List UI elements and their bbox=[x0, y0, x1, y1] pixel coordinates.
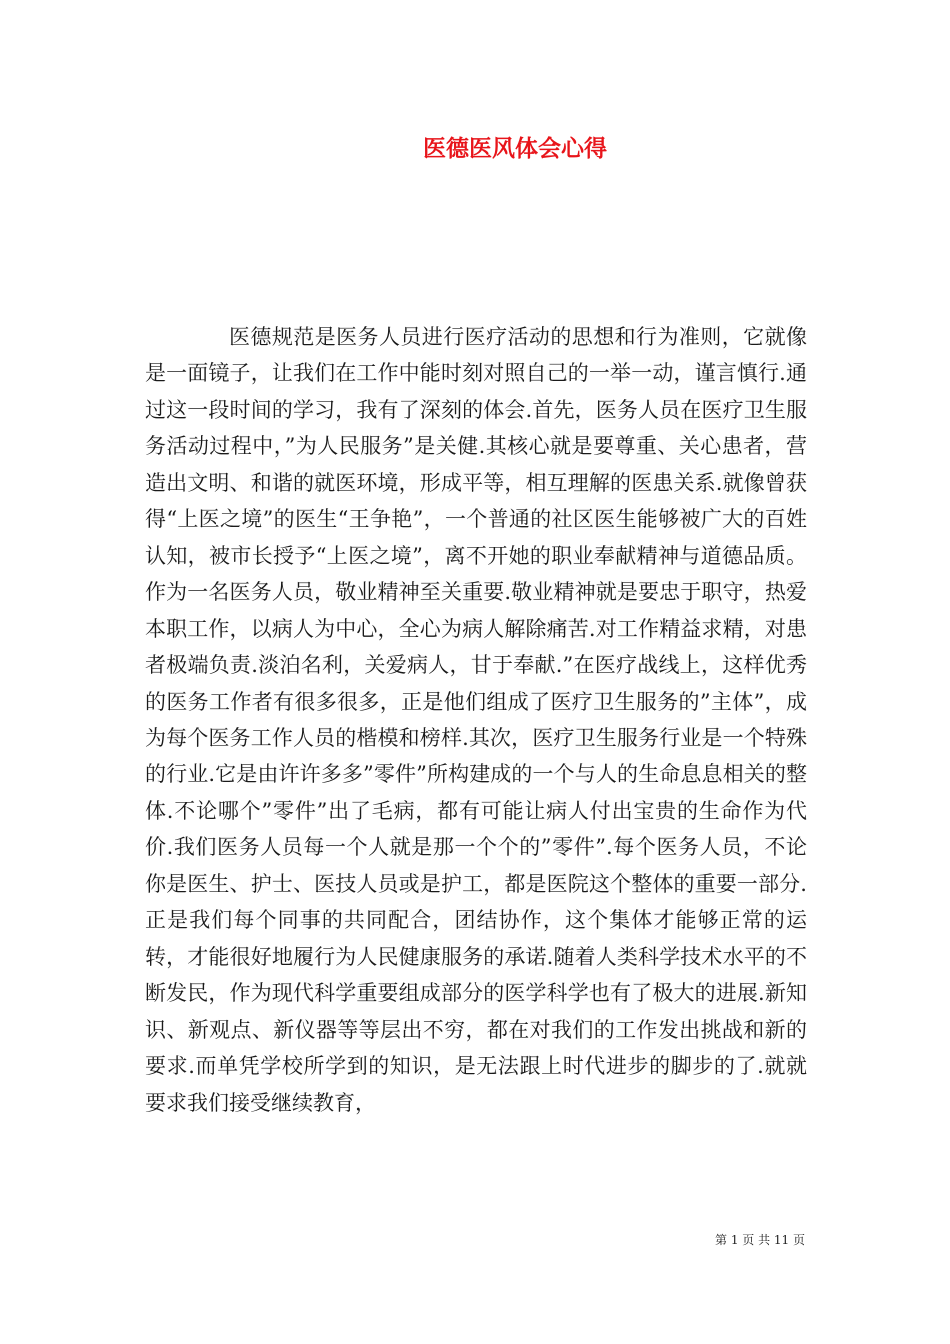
page-number-footer: 第 1 页 共 11 页 bbox=[715, 1233, 805, 1247]
page-title: 医德医风体会心得 bbox=[423, 135, 607, 162]
body-paragraph: 医德规范是医务人员进行医疗活动的思想和行为准则，它就像是一面镜子，让我们在工作中能时刻对照自己的一举一动，谨言慎行.通过这一段时间的学习，我有了深刻的体会.首先，医务人员在医疗卫生服务活动过程中，”为人民服务”是关健.其核心就是要尊重、关心患者，营造出文明、和谐的就医环境，形成平等，相互理解的医患关系.就像曾获得“上医之境”的医生“王争艳”，一个普通的社区医生能够被广大的百姓认知，被市长授予“上医之境”，离不开她的职业奉献精神与道德品质。作为一名医务人员，敬业精神至关重要.敬业精神就是要忠于职守，热爱本职工作，以病人为中心，全心为病人解除痛苦.对工作精益求精，对患者极端负责.淡泊名利，关爱病人，甘于奉献.”在医疗战线上，这样优秀的医务工作者有很多很多，正是他们组成了医疗卫生服务的”主体”，成为每个医务工作人员的楷模和榜样.其次，医疗卫生服务行业是一个特殊的行业.它是由许许多多”零件”所构建成的一个与人的生命息息相关的整体.不论哪个”零件”出了毛病，都有可能让病人付出宝贵的生命作为代价.我们医务人员每一个人就是那一个个的”零件”.每个医务人员，不论你是医生、护士、医技人员或是护工，都是医院这个整体的重要一部分.正是我们每个同事的共同配合，团结协作，这个集体才能够正常的运转，才能很好地履行为人民健康服务的承诺.随着人类科学技术水平的不断发民，作为现代科学重要组成部分的医学科学也有了极大的进展.新知识、新观点、新仪器等等层出不穷，都在对我们的工作发出挑战和新的要求.而单凭学校所学到的知识，是无法跟上时代进步的脚步的了.就就要求我们接受继续教育， bbox=[145, 325, 807, 1115]
